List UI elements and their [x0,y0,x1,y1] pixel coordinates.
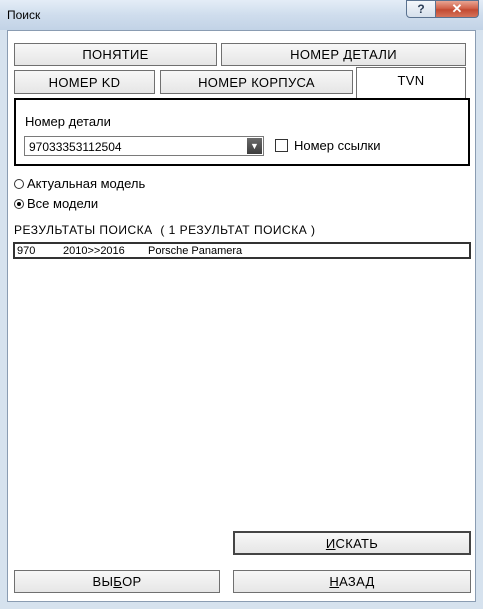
tab-part-number-label: НОМЕР ДЕТАЛИ [290,47,397,62]
search-button-label: СКАТЬ [335,535,379,551]
select-button-label-b: ОР [122,574,142,589]
tab-part-number[interactable] [221,43,466,66]
part-number-combo[interactable] [24,136,264,156]
select-button-mnemonic: Б [113,574,123,589]
help-icon: ? [417,2,425,16]
table-row[interactable] [15,244,469,257]
search-group [14,98,470,166]
tab-body-number-label: НОМЕР КОРПУСА [198,74,315,90]
window-title: Поиск [7,8,41,22]
back-button[interactable] [233,570,471,593]
search-button[interactable] [233,531,471,555]
close-icon: ✕ [451,1,463,16]
radio-current-model[interactable] [14,179,24,189]
radio-all-models[interactable] [14,199,24,209]
search-button-mnemonic: И [325,535,336,551]
part-number-value: 97033353112504 [29,140,122,154]
tab-body-number[interactable] [160,70,353,94]
radio-all-models-label: Все модели [27,196,99,211]
select-button-label-a: ВЫ [92,574,114,589]
dialog-body [7,30,476,602]
result-years: 2010>>2016 [63,245,125,257]
reference-number-checkbox[interactable] [275,139,288,152]
part-number-label: Номер детали [25,114,111,129]
radio-current-model-label: Актуальная модель [27,176,146,191]
tab-tvn-label: TVN [397,72,425,88]
help-button[interactable] [406,0,436,18]
result-code: 970 [17,245,36,257]
close-button[interactable] [435,0,479,18]
tab-kd-number-label: НОМЕР KD [48,74,121,90]
select-button[interactable] [14,570,220,593]
tab-concept-label: ПОНЯТИЕ [82,47,149,62]
dropdown-arrow-icon[interactable] [247,138,262,154]
results-list[interactable] [13,242,471,259]
tab-concept[interactable] [14,43,217,66]
reference-number-label: Номер ссылки [294,138,381,153]
back-button-mnemonic: Н [329,574,340,589]
tab-tvn[interactable] [356,67,466,98]
result-model: Porsche Panamera [148,245,243,257]
back-button-label: АЗАД [339,574,375,589]
title-bar [0,0,483,30]
tab-kd-number[interactable] [14,70,155,94]
chevron-down-icon: ▼ [250,141,259,151]
results-header: РЕЗУЛЬТАТЫ ПОИСКА ( 1 РЕЗУЛЬТАТ ПОИСКА ) [14,223,316,237]
